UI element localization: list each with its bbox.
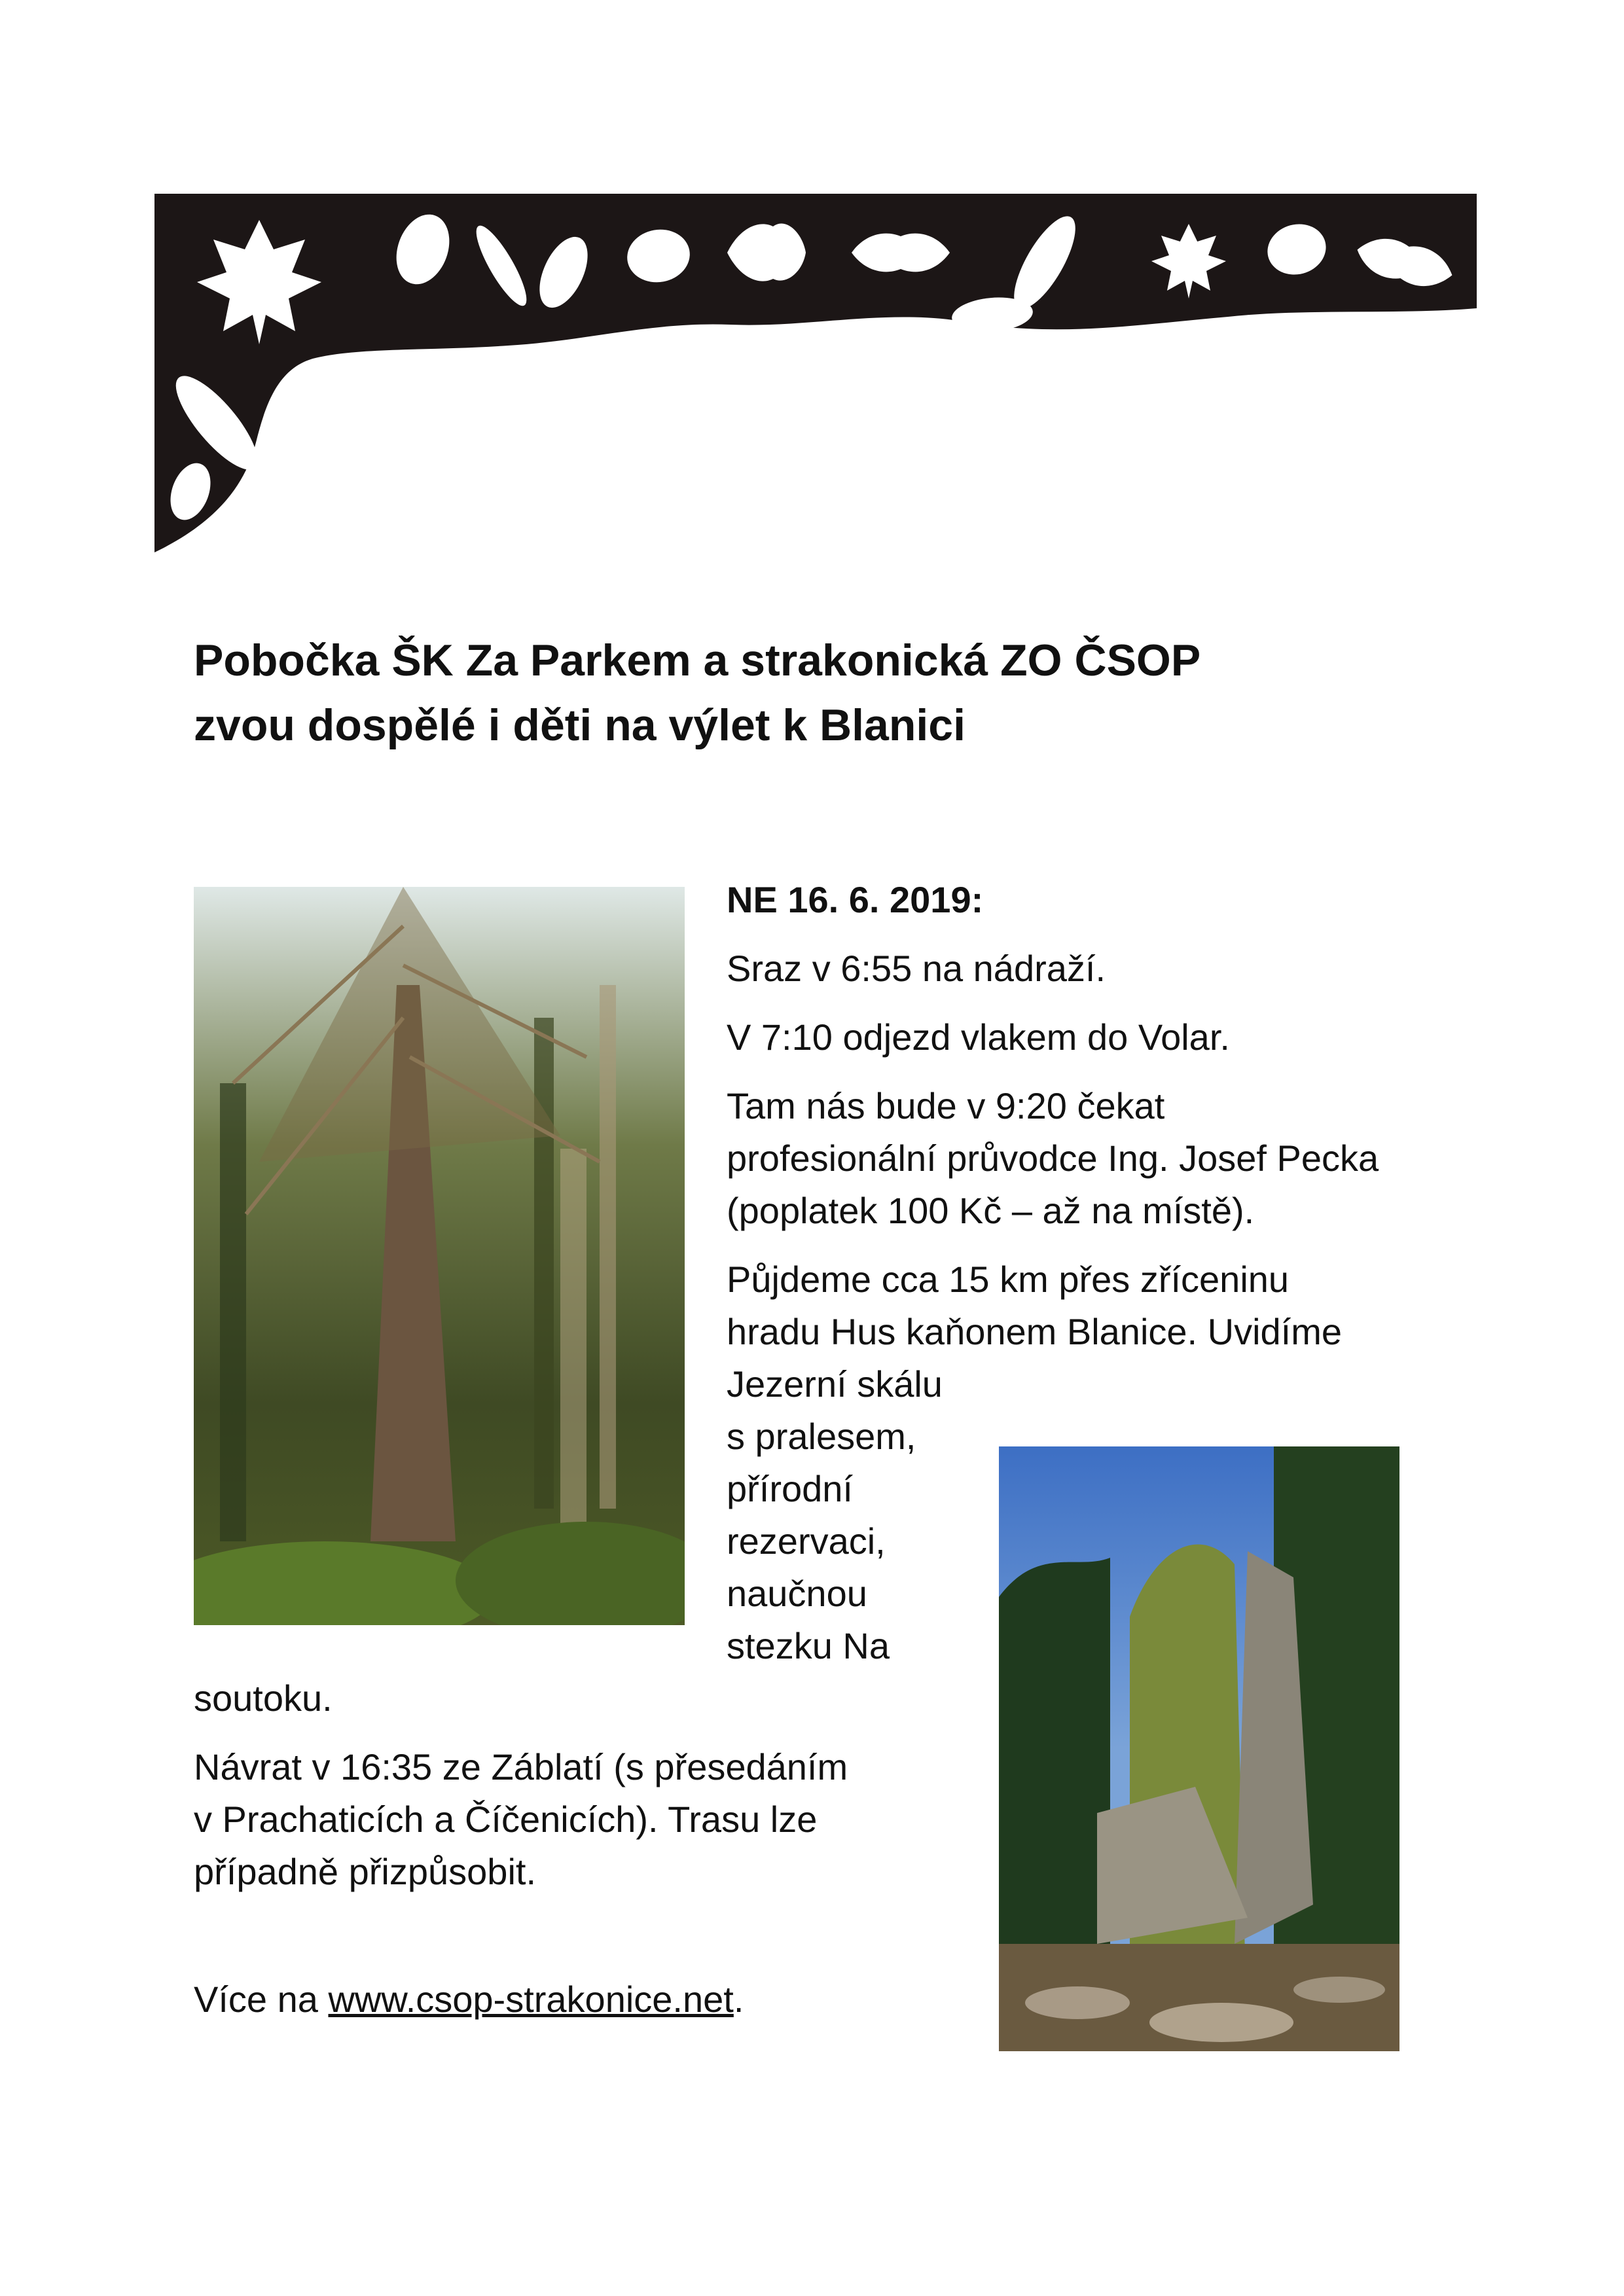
more-suffix: . (733, 1979, 744, 2020)
route-line-2: hradu Hus kaňonem Blanice. Uvidíme (727, 1311, 1343, 1352)
guide-line-1: Tam nás bude v 9:20 čekat (727, 1085, 1165, 1126)
leaf-banner (154, 194, 1477, 552)
return-line-1: Návrat v 16:35 ze Záblatí (s přesedáním (194, 1746, 848, 1787)
route-line-1: Půjdeme cca 15 km přes zříceninu (727, 1259, 1290, 1300)
title-line-1: Pobočka ŠK Za Parkem a strakonická ZO ČSOP (194, 636, 1201, 685)
route-line-4: s pralesem, (727, 1416, 916, 1457)
event-date: NE 16. 6. 2019: (727, 879, 984, 920)
title-line-2: zvou dospělé i děti na výlet k Blanici (194, 700, 966, 751)
page-title (194, 628, 1437, 759)
more-prefix: Více na (194, 1979, 329, 2020)
departure-info: V 7:10 odjezd vlakem do Volar. (727, 1016, 1230, 1058)
more-info (194, 1973, 744, 2026)
return-line-2: v Prachaticích a Číčenicích). Trasu lze (194, 1799, 818, 1840)
guide-line-3: (poplatek 100 Kč – až na místě). (727, 1190, 1255, 1231)
route-line-6: rezervaci, (727, 1520, 886, 1562)
forest-photo (194, 887, 685, 1625)
route-line-7: naučnou (727, 1573, 867, 1614)
canyon-photo (999, 1446, 1399, 2051)
oak-leaf-icon (852, 234, 950, 272)
route-line-9: soutoku. (194, 1677, 333, 1719)
guide-line-2: profesionální průvodce Ing. Josef Pecka (727, 1138, 1379, 1179)
return-line-3: případně přizpůsobit. (194, 1851, 537, 1892)
route-line-5: přírodní (727, 1468, 853, 1509)
meeting-info: Sraz v 6:55 na nádraží. (727, 948, 1106, 989)
website-link[interactable]: www.csop-strakonice.net (328, 1979, 734, 2020)
route-line-8: stezku Na (727, 1625, 890, 1666)
route-line-3: Jezerní skálu (727, 1363, 943, 1405)
